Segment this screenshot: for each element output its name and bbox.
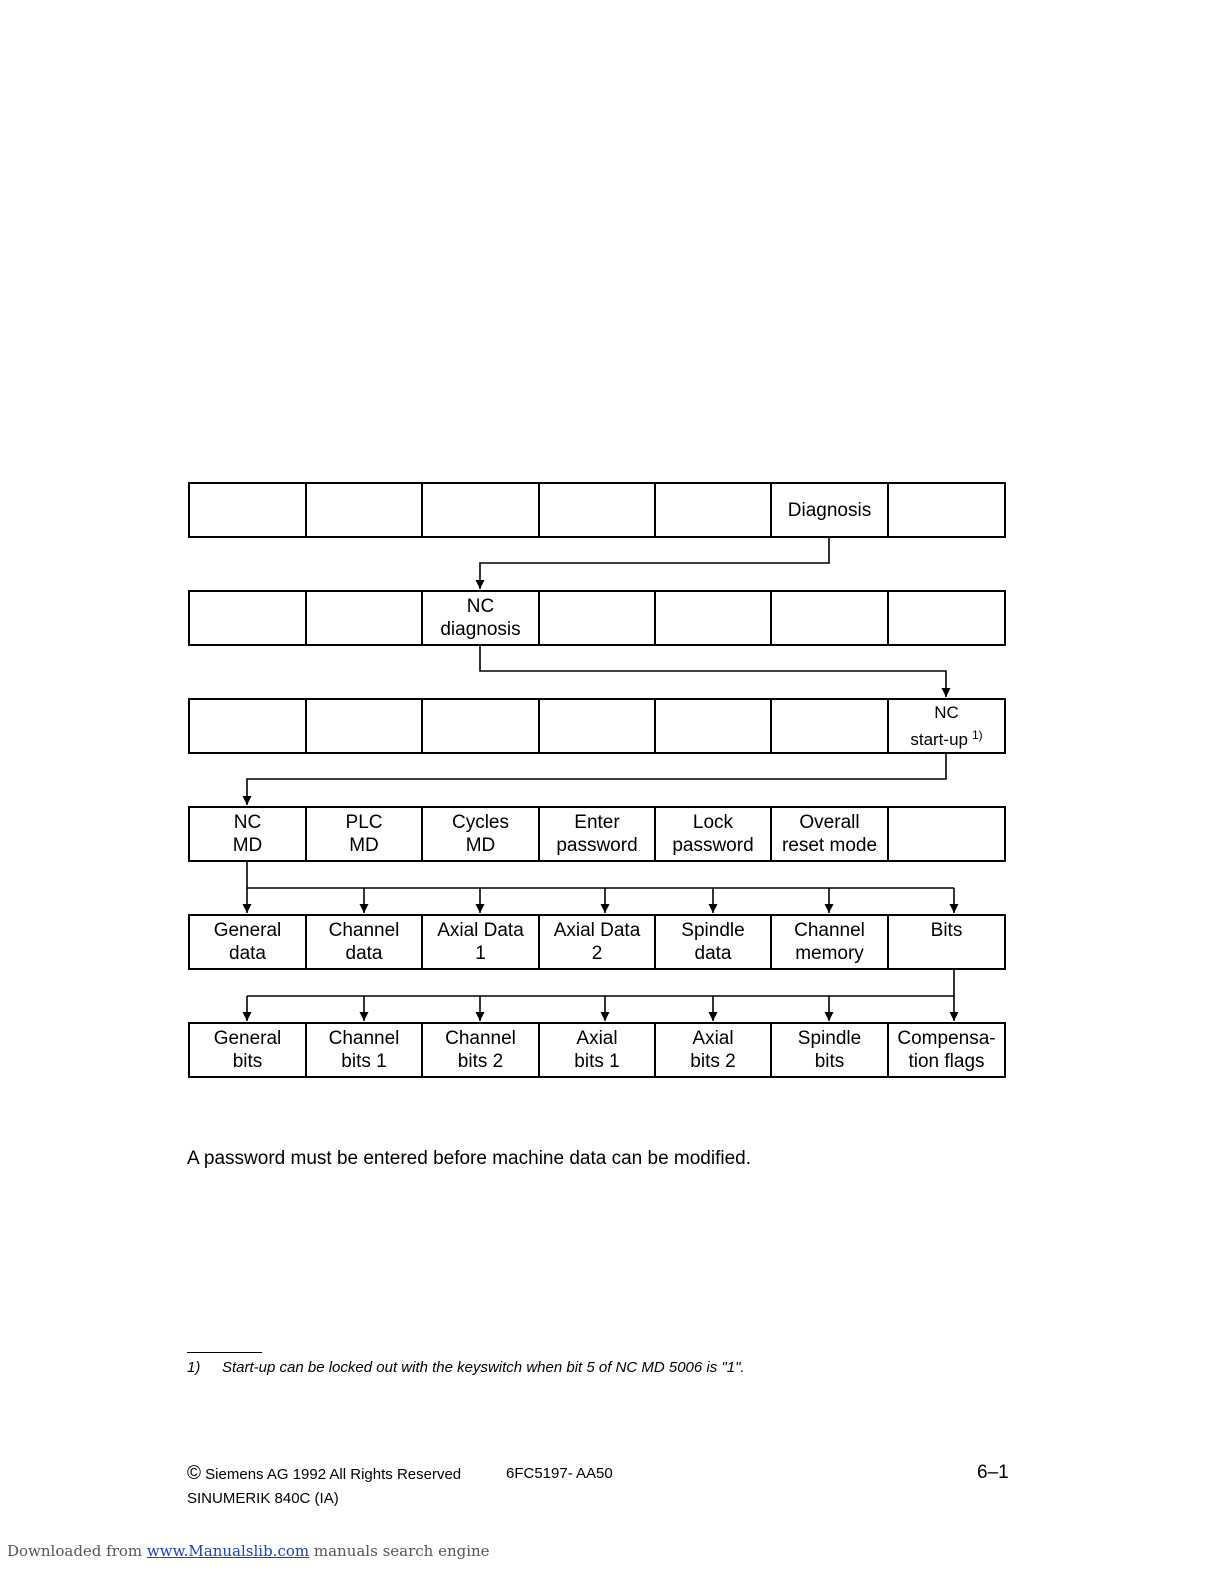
menu-box-label-line: NC [233, 812, 262, 833]
menu-box-label-line: bits 2 [457, 1051, 504, 1072]
menu-box-label-line: Lock [692, 812, 734, 833]
menu-box-label-line: Cycles [451, 812, 509, 833]
footnote [187, 1359, 745, 1376]
menu-box-r5-c6 [770, 914, 889, 970]
connector-nc-md-bus [247, 860, 954, 888]
menu-box-r1-c3 [421, 482, 540, 538]
menu-box-label-line: Bits [930, 920, 963, 941]
download-prefix: Downloaded from [7, 1542, 147, 1560]
connector-nc-startup-to-nc-md [247, 752, 946, 805]
menu-box-label-line: Enter [574, 812, 620, 833]
menu-box-r4-c2 [305, 806, 423, 862]
menu-box-label-line: Channel [445, 1028, 516, 1049]
menu-box-r6-c3 [421, 1022, 540, 1078]
menu-box-r1-c5 [654, 482, 772, 538]
menu-box-r5-c2 [305, 914, 423, 970]
footnote-number: 1) [187, 1359, 201, 1376]
menu-box-r2-c7 [887, 590, 1006, 646]
menu-box-label-line: Axial Data [553, 920, 641, 941]
menu-box-r2-c4 [538, 590, 656, 646]
menu-box-label-line: data [229, 943, 266, 964]
menu-box-r1-c1 [188, 482, 307, 538]
menu-box-label-line: password [672, 835, 754, 856]
menu-box-r2-c1 [188, 590, 307, 646]
menu-box-r1-c6 [770, 482, 889, 538]
menu-box-r5-c4 [538, 914, 656, 970]
footnote-divider [187, 1352, 262, 1353]
footnote-ref: 1) [971, 727, 983, 742]
menu-box-label-line: Spindle [681, 920, 745, 941]
menu-box-label-line: NC [466, 596, 495, 617]
download-banner [7, 1542, 490, 1560]
menu-box-r2-c3 [421, 590, 540, 646]
menu-box-label-line: bits 1 [574, 1051, 620, 1072]
menu-box-r6-c7 [887, 1022, 1006, 1078]
menu-box-r5-c1 [188, 914, 307, 970]
menu-box-r3-c7 [887, 698, 1006, 754]
footnote-text: Start-up can be locked out with the keyswitch when bit 5 of NC MD 5006 is "1". [222, 1359, 745, 1376]
menu-box-label-line: Overall [799, 812, 860, 833]
menu-box-label-line: Channel [328, 920, 400, 941]
menu-box-label-line: password [556, 835, 638, 856]
connector-nc-diagnosis-to-nc-startup [480, 644, 946, 697]
part-number: 6FC5197- AA50 [506, 1465, 613, 1482]
copyright-symbol: © [187, 1463, 201, 1484]
copyright-line [187, 1463, 461, 1485]
menu-box-label-line: reset mode [781, 835, 878, 856]
menu-box-r4-c7 [887, 806, 1006, 862]
menu-box-r3-c2 [305, 698, 423, 754]
menu-box-r6-c2 [305, 1022, 423, 1078]
menu-box-r4-c4 [538, 806, 656, 862]
menu-box-label-line: 2 [591, 943, 603, 964]
menu-box-label-line: start-up $^{1)}$ [910, 727, 983, 749]
menu-box-label-line: MD [232, 835, 263, 856]
manualslib-link[interactable]: www.Manualslib.com [146, 1542, 310, 1560]
menu-box-label-line: Axial [692, 1028, 734, 1049]
connector-diagnosis-to-nc-diagnosis [480, 536, 829, 589]
menu-box-label-line: PLC [345, 812, 383, 833]
menu-box-label-line: Channel [794, 920, 865, 941]
menu-box-r3-c1 [188, 698, 307, 754]
menu-box-label-line: MD [465, 835, 496, 856]
menu-box-r6-c4 [538, 1022, 656, 1078]
menu-box-r3-c4 [538, 698, 656, 754]
menu-box-label-line: General [213, 920, 282, 941]
menu-box-label-line: data [694, 943, 732, 964]
menu-box-label-line: memory [795, 943, 864, 964]
menu-box-label-line: bits 1 [341, 1051, 387, 1072]
product-name: SINUMERIK 840C (IA) [187, 1490, 339, 1507]
menu-box-label-line: Axial Data [437, 920, 524, 941]
menu-box-label-line: 1 [475, 943, 486, 964]
menu-box-r6-c6 [770, 1022, 889, 1078]
menu-box-r3-c3 [421, 698, 540, 754]
menu-box-r1-c4 [538, 482, 656, 538]
menu-box-r2-c2 [305, 590, 423, 646]
menu-box-label-line: diagnosis [440, 619, 521, 640]
menu-box-label-line: bits [232, 1051, 263, 1072]
password-note: A password must be entered before machine data can be modified. [187, 1148, 752, 1169]
menu-box-label-line: bits 2 [690, 1051, 736, 1072]
menu-box-label-line: NC [934, 702, 959, 722]
menu-box-label-line: General [213, 1028, 282, 1049]
copyright-text: Siemens AG 1992 All Rights Reserved [205, 1466, 462, 1483]
menu-box-label-line: Diagnosis [787, 499, 872, 521]
menu-box-label-line: Channel [328, 1028, 400, 1049]
menu-box-r5-c3 [421, 914, 540, 970]
menu-box-r6-c5 [654, 1022, 772, 1078]
menu-box-r5-c7 [887, 914, 1006, 970]
menu-box-r1-c2 [305, 482, 423, 538]
menu-box-label-line: tion flags [908, 1051, 985, 1072]
menu-box-r5-c5 [654, 914, 772, 970]
menu-box-label-line: bits [814, 1051, 845, 1072]
menu-box-r4-c5 [654, 806, 772, 862]
menu-box-r3-c5 [654, 698, 772, 754]
menu-box-r4-c3 [421, 806, 540, 862]
menu-box-label-line: Axial [576, 1028, 618, 1049]
menu-box-r2-c6 [770, 590, 889, 646]
connector-bits-bus [247, 968, 954, 996]
page-number: 6–1 [977, 1462, 1009, 1483]
menu-box-r4-c6 [770, 806, 889, 862]
menu-box-r1-c7 [887, 482, 1006, 538]
menu-box-r4-c1 [188, 806, 307, 862]
download-suffix: manuals search engine [309, 1542, 490, 1560]
menu-box-r6-c1 [188, 1022, 307, 1078]
menu-box-label-line: Spindle [797, 1028, 862, 1049]
menu-box-label-line: Compensa- [897, 1028, 996, 1049]
menu-box-label-line: MD [349, 835, 379, 856]
menu-box-r2-c5 [654, 590, 772, 646]
menu-box-r3-c6 [770, 698, 889, 754]
menu-box-label-line: data [345, 943, 383, 964]
